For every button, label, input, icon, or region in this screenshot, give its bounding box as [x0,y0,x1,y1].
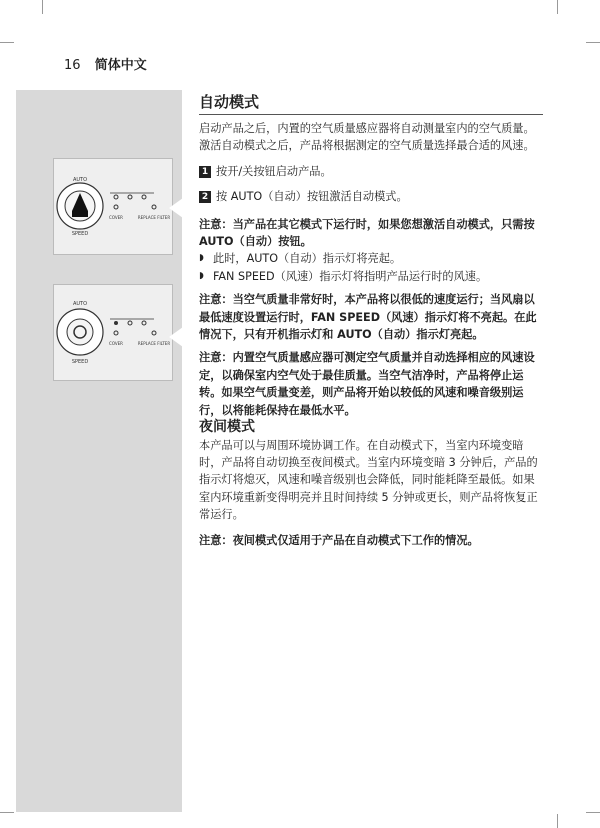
bullet-marker-icon: ◗ [199,253,204,264]
step-2 [199,188,539,205]
page-number: 16 [64,58,81,73]
crop-mark [557,814,558,828]
crop-mark [586,42,600,43]
replace-filter-label: REPLACE FILTER [137,341,171,346]
language-label: 简体中文 [94,58,147,73]
bullet-item [199,268,539,285]
crop-mark [586,812,600,813]
night-mode-paragraph: 本产品可以与周围环境协调工作。在自动模式下，当室内环境变暗时，产品将自动切换至夜间模式。当室内环境变暗 3 分钟后，产品的指示灯将熄灭，风速和噪音级别也会降低，同时能耗降至最低。如果室内环境重新变得明亮并且时间持续 5 分钟或更长，则产品将恢复正常运行。 [199,438,538,522]
auto-label: AUTO [72,177,88,183]
step-1 [199,163,539,180]
note-4: 注意：夜间模式仅适用于产品在自动模式下工作的情况。 [199,533,479,547]
replace-filter-label: REPLACE FILTER [137,215,171,220]
speed-label: SPEED [71,359,89,365]
bullet-text: 此时，AUTO（自动）指示灯将亮起。 [213,252,402,266]
section-title: 自动模式 [199,91,543,115]
cover-label: COVER [109,341,123,346]
intro-paragraph: 启动产品之后，内置的空气质量感应器将自动测量室内的空气质量。激活自动模式之后，产品将根据测定的空气质量选择最合适的风速。 [199,122,535,153]
bullet-marker-icon: ◗ [199,270,204,281]
control-panel-illustration [54,285,172,380]
crop-mark [42,0,43,14]
callout-pointer [169,198,183,218]
step-text: 按 AUTO（自动）按钮激活自动模式。 [216,190,408,204]
page-header [64,54,147,73]
crop-mark [0,42,14,43]
speed-label: SPEED [71,231,89,237]
note-3: 注意：内置空气质量感应器可测定空气质量并自动选择相应的风速设定，以确保室内空气处于最佳质量。当空气洁净时，产品将停止运转。如果空气质量变差，则产品将开始以较低的风速和噪音级别运行，以将能耗保持在最低水平。 [199,351,535,417]
auto-label: AUTO [72,301,88,307]
crop-mark [0,812,14,813]
bullet-text: FAN SPEED（风速）指示灯将指明产品运行时的风速。 [213,269,488,283]
cover-label: COVER [109,215,123,220]
note-1: 注意：当产品在其它模式下运行时，如果您想激活自动模式，只需按 AUTO（自动）按钮。 [199,217,535,249]
step-number: 1 [199,166,211,178]
night-mode-title: 夜间模式 [199,419,255,436]
bullet-item [199,250,539,267]
crop-mark [557,0,558,14]
callout-pointer [169,327,183,347]
control-panel-figure-1 [53,158,173,255]
control-panel-figure-2 [53,284,173,381]
step-text: 按开/关按钮启动产品。 [216,164,332,178]
step-number: 2 [199,191,211,203]
note-2: 注意：当空气质量非常好时，本产品将以很低的速度运行；当风扇以最低速度设置运行时，FAN SPEED（风速）指示灯将不亮起。在此情况下，只有开机指示灯和 AUTO（自动）指示灯亮起。 [199,293,537,342]
control-panel-illustration [54,159,172,254]
main-content [199,120,539,549]
